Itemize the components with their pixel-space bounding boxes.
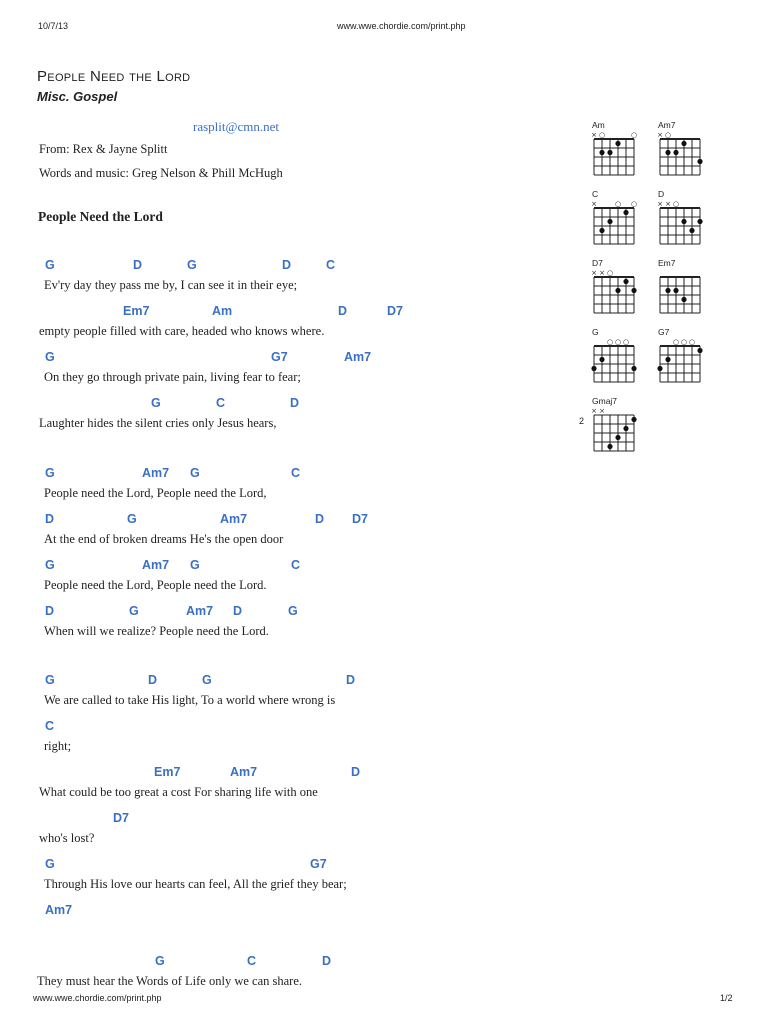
finger-dot: [599, 228, 604, 233]
song-line: [0, 954, 560, 996]
song-line: [0, 673, 560, 715]
chord-diagram: [654, 327, 702, 391]
lyric-text: right;: [44, 739, 72, 753]
chord-label: G: [155, 954, 165, 968]
chord-diagram: [588, 327, 636, 391]
finger-dot: [697, 159, 702, 164]
print-date: 10/7/13: [38, 21, 69, 31]
finger-dot: [665, 288, 670, 293]
finger-dot: [631, 366, 636, 371]
chord-grid: [588, 129, 636, 185]
chord-label: G: [127, 512, 137, 526]
finger-dot: [599, 357, 604, 362]
chord-label: G: [45, 558, 55, 572]
open-string-marker: ○: [630, 131, 638, 139]
lyric-text: People need the Lord, People need the Lord.: [44, 578, 267, 592]
song-line: [0, 512, 560, 554]
chord-diagrams: [579, 120, 718, 460]
chord-label: G: [202, 673, 212, 687]
song-line: [0, 350, 560, 392]
muted-string-marker: ×: [657, 131, 663, 139]
contact-email-link[interactable]: rasplit@cmn.net: [193, 119, 279, 134]
song-line: [0, 558, 560, 600]
chord-grid: [588, 336, 636, 392]
song-line: [0, 857, 560, 899]
chord-label: Am7: [45, 903, 73, 917]
open-string-marker: ○: [614, 200, 622, 208]
chord-diagram: [588, 120, 636, 184]
chord-label: D: [133, 258, 143, 272]
page-number: 1/2: [720, 993, 733, 1003]
lyric-text: What could be too great a cost For sharing life with one: [39, 785, 318, 799]
print-url-footer[interactable]: www.wwe.chordie.com/print.php: [33, 993, 162, 1003]
open-string-marker: ○: [606, 338, 614, 346]
chord-diagram: [654, 189, 702, 253]
chord-label: C: [291, 558, 301, 572]
finger-dot: [697, 348, 702, 353]
chord-label: D: [148, 673, 158, 687]
chord-label: G: [288, 604, 298, 618]
song-line: [0, 719, 560, 761]
finger-dot: [607, 150, 612, 155]
chord-label: G: [187, 258, 197, 272]
chord-label: D: [45, 512, 55, 526]
song-line: [0, 604, 560, 646]
lyric-text: At the end of broken dreams He's the open door: [44, 532, 284, 546]
chord-label: D: [315, 512, 325, 526]
chord-grid: [654, 336, 702, 392]
finger-dot: [673, 150, 678, 155]
lyric-text: We are called to take His light, To a world where wrong is: [44, 693, 336, 707]
open-string-marker: ○: [630, 200, 638, 208]
chord-diagram-name: G: [592, 327, 599, 337]
chord-label: D: [338, 304, 348, 318]
chord-label: G: [151, 396, 161, 410]
chord-label: G: [45, 466, 55, 480]
chord-label: D: [351, 765, 361, 779]
chord-grid: [654, 198, 702, 254]
finger-dot: [689, 228, 694, 233]
finger-dot: [665, 150, 670, 155]
chord-label: C: [45, 719, 55, 733]
muted-string-marker: ×: [665, 200, 671, 208]
chord-label: G: [45, 350, 55, 364]
song-title: People Need the Lord: [37, 68, 191, 85]
lyric-text: They must hear the Words of Life only we can share.: [37, 974, 302, 988]
finger-dot: [615, 141, 620, 146]
chord-label: Am7: [186, 604, 214, 618]
song-line: [0, 466, 560, 508]
chord-diagram: [654, 258, 702, 322]
chord-label: Am7: [220, 512, 248, 526]
chord-label: G: [45, 258, 55, 272]
lyric-text: Ev'ry day they pass me by, I can see it in their eye;: [44, 278, 298, 292]
chord-label: D: [233, 604, 243, 618]
chord-diagram-name: Gmaj7: [592, 396, 618, 406]
chord-diagram-name: Am7: [658, 120, 676, 130]
chord-label: D: [290, 396, 300, 410]
chord-diagram-name: C: [592, 189, 599, 199]
chord-label: Em7: [154, 765, 181, 779]
chord-label: G7: [310, 857, 327, 871]
muted-string-marker: ×: [591, 269, 597, 277]
open-string-marker: ○: [614, 338, 622, 346]
chord-diagram-name: Am: [592, 120, 605, 130]
chord-diagram-name: Em7: [658, 258, 676, 268]
open-string-marker: ○: [598, 131, 606, 139]
chord-grid: [588, 267, 636, 323]
song-from: From: Rex & Jayne Splitt: [39, 142, 168, 156]
chord-diagram-name: D7: [592, 258, 603, 268]
finger-dot: [607, 444, 612, 449]
muted-string-marker: ×: [591, 200, 597, 208]
open-string-marker: ○: [680, 338, 688, 346]
chord-label: Am: [212, 304, 233, 318]
chord-label: C: [216, 396, 226, 410]
finger-dot: [607, 219, 612, 224]
song-line: [0, 304, 560, 346]
finger-dot: [623, 210, 628, 215]
song-credits: Words and music: Greg Nelson & Phill McHugh: [39, 166, 283, 180]
finger-dot: [615, 435, 620, 440]
finger-dot: [623, 426, 628, 431]
lyric-text: Through His love our hearts can feel, All the grief they bear;: [44, 877, 347, 891]
print-url-header[interactable]: www.wwe.chordie.com/print.php: [337, 21, 466, 31]
chord-label: D: [45, 604, 55, 618]
muted-string-marker: ×: [657, 200, 663, 208]
finger-dot: [591, 366, 596, 371]
finger-dot: [599, 150, 604, 155]
song-line: [0, 765, 560, 807]
chord-label: G: [45, 673, 55, 687]
muted-string-marker: ×: [591, 131, 597, 139]
finger-dot: [681, 141, 686, 146]
chord-label: D: [322, 954, 332, 968]
song-line: [0, 396, 560, 438]
chord-diagram-name: G7: [658, 327, 670, 337]
finger-dot: [681, 219, 686, 224]
lyric-text: who's lost?: [39, 831, 95, 845]
song-line: [0, 258, 560, 300]
chord-label: C: [326, 258, 336, 272]
chord-label: C: [291, 466, 301, 480]
chord-label: Em7: [123, 304, 150, 318]
lyric-text: Laughter hides the silent cries only Jesus hears,: [39, 416, 277, 430]
finger-dot: [673, 288, 678, 293]
chord-label: D7: [387, 304, 403, 318]
chord-grid: [588, 198, 636, 254]
finger-dot: [657, 366, 662, 371]
chord-label: Am7: [344, 350, 372, 364]
chord-diagram: [588, 189, 636, 253]
open-string-marker: ○: [664, 131, 672, 139]
open-string-marker: ○: [672, 200, 680, 208]
chord-diagram: [588, 258, 636, 322]
chord-diagram: [579, 396, 636, 460]
chord-diagram: [654, 120, 702, 184]
chord-label: D7: [352, 512, 368, 526]
muted-string-marker: ×: [599, 269, 605, 277]
chord-grid: [654, 267, 702, 323]
open-string-marker: ○: [688, 338, 696, 346]
chord-label: G7: [271, 350, 288, 364]
finger-dot: [615, 288, 620, 293]
lyric-text: empty people filled with care, headed who knows where.: [39, 324, 325, 338]
finger-dot: [697, 219, 702, 224]
song-artist: Misc. Gospel: [37, 89, 118, 104]
song-line: [0, 903, 560, 945]
finger-dot: [631, 417, 636, 422]
chord-label: D: [346, 673, 356, 687]
chord-label: G: [190, 558, 200, 572]
chord-grid: [654, 129, 702, 185]
chord-label: Am7: [230, 765, 258, 779]
finger-dot: [623, 279, 628, 284]
fret-number: 2: [579, 416, 585, 426]
lyric-text: People need the Lord, People need the Lord,: [44, 486, 267, 500]
chord-label: Am7: [142, 558, 170, 572]
chord-label: G: [45, 857, 55, 871]
open-string-marker: ○: [622, 338, 630, 346]
finger-dot: [681, 297, 686, 302]
chord-label: D7: [113, 811, 129, 825]
lyric-text: When will we realize? People need the Lord.: [44, 624, 269, 638]
song-line: [0, 811, 560, 853]
chord-label: Am7: [142, 466, 170, 480]
open-string-marker: ○: [606, 269, 614, 277]
chord-label: D: [282, 258, 292, 272]
finger-dot: [665, 357, 670, 362]
chord-diagram-name: D: [658, 189, 665, 199]
chord-label: C: [247, 954, 257, 968]
chord-label: G: [129, 604, 139, 618]
chord-grid: [588, 405, 636, 461]
lyric-text: On they go through private pain, living fear to fear;: [44, 370, 301, 384]
song-heading: People Need the Lord: [38, 209, 163, 224]
muted-string-marker: ×: [591, 407, 597, 415]
open-string-marker: ○: [672, 338, 680, 346]
muted-string-marker: ×: [599, 407, 605, 415]
finger-dot: [631, 288, 636, 293]
chord-label: G: [190, 466, 200, 480]
